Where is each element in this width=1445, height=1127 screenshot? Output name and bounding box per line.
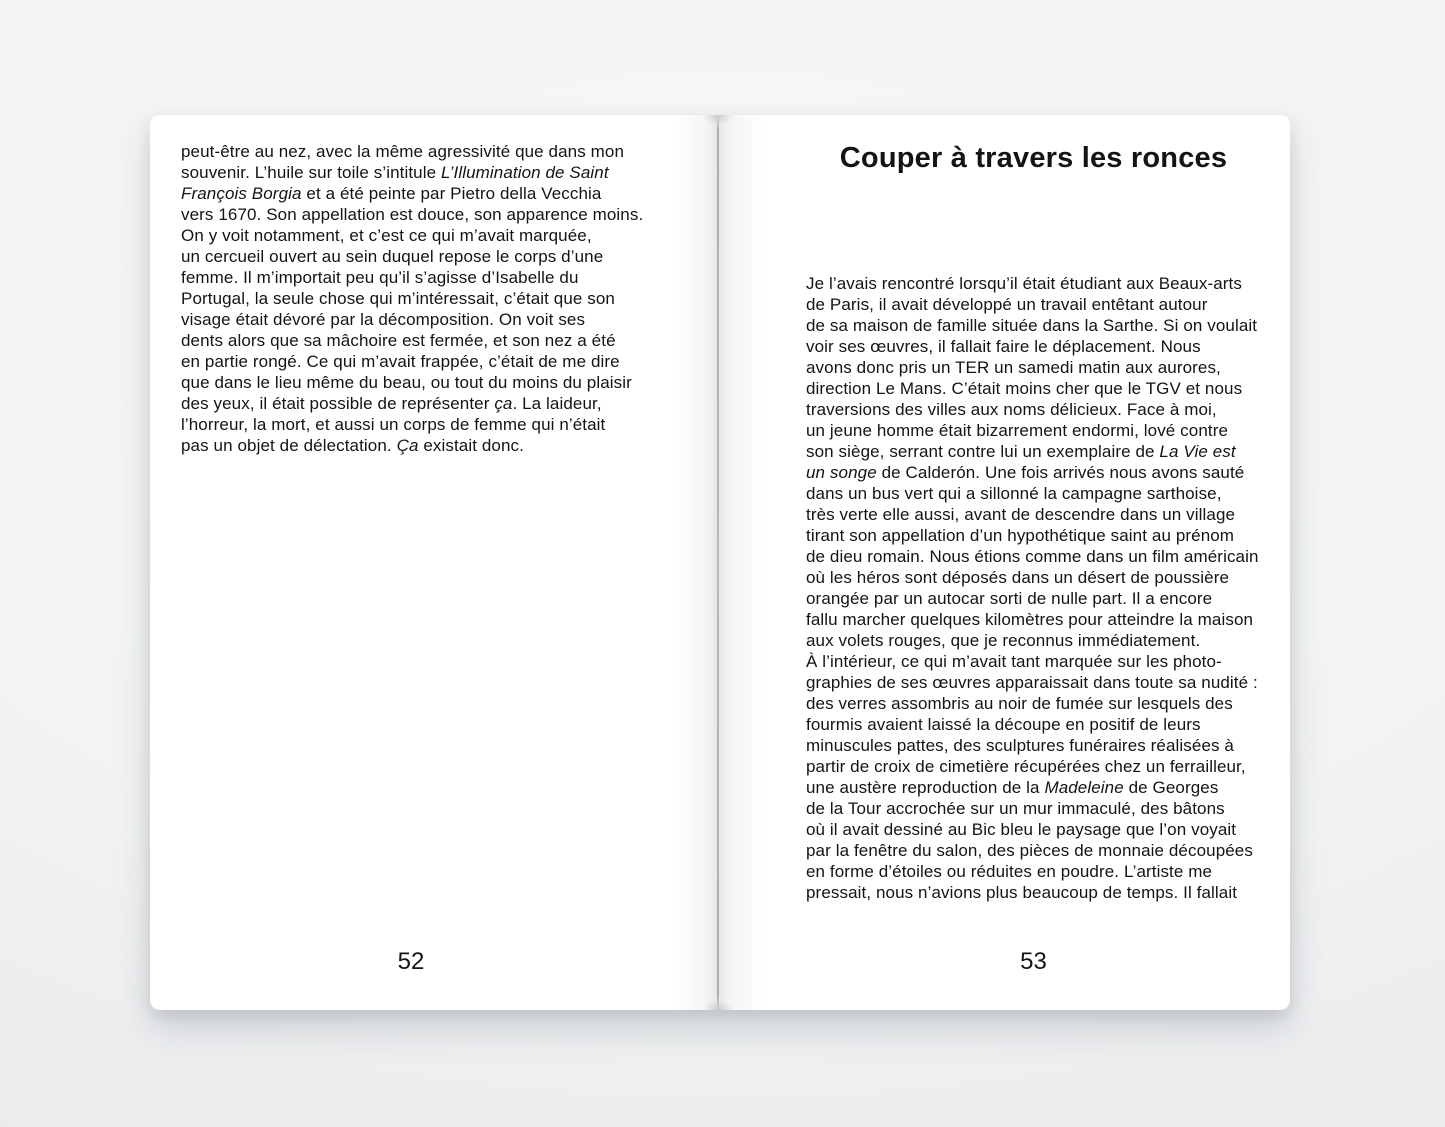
text-line: visage était dévoré par la décomposition. On voit ses xyxy=(181,310,586,329)
left-page-text xyxy=(181,141,644,456)
text-line: partir de croix de cimetière récupérées chez un ferrailleur, xyxy=(806,757,1246,776)
text-line: des verres assombris au noir de fumée sur lesquels des xyxy=(806,694,1233,713)
text-line: À l’intérieur, ce qui m’avait tant marquée sur les photo- xyxy=(806,652,1222,671)
text-line: un jeune homme était bizarrement endormi, lové contre xyxy=(806,421,1229,440)
text-line: un cercueil ouvert au sein duquel repose le corps d’une xyxy=(181,247,604,266)
text-line: dents alors que sa mâchoire est fermée, et son nez a été xyxy=(181,331,616,350)
text-line: tirant son appellation d’un hypothétique saint au prénom xyxy=(806,526,1235,545)
text-line: très verte elle aussi, avant de descendre dans un village xyxy=(806,505,1236,524)
spine-fold-line xyxy=(717,115,719,1010)
book-spread xyxy=(150,115,1290,1010)
text-line: orangée par un autocar sorti de nulle part. Il a encore xyxy=(806,589,1213,608)
text-line: par la fenêtre du salon, des pièces de monnaie découpées xyxy=(806,841,1253,860)
text-line: dans un bus vert qui a sillonné la campagne sarthoise, xyxy=(806,484,1222,503)
text-line: de dieu romain. Nous étions comme dans un film américain xyxy=(806,547,1259,566)
text-line: en partie rongé. Ce qui m’avait frappée, c’était de me dire xyxy=(181,352,620,371)
text-line: vers 1670. Son appellation est douce, son apparence moins. xyxy=(181,205,644,224)
text-line: minuscules pattes, des sculptures funéraires réalisées à xyxy=(806,736,1234,755)
text-line: son siège, serrant contre lui un exemplaire de La Vie est xyxy=(806,442,1236,461)
text-line: un songe de Calderón. Une fois arrivés nous avons sauté xyxy=(806,463,1245,482)
text-line: pressait, nous n’avions plus beaucoup de temps. Il fallait xyxy=(806,883,1238,902)
text-line: François Borgia et a été peinte par Pietro della Vecchia xyxy=(181,184,602,203)
text-line: aux volets rouges, que je reconnus immédiatement. xyxy=(806,631,1201,650)
text-line: en forme d’étoiles ou réduites en poudre. L’artiste me xyxy=(806,862,1213,881)
text-line: de la Tour accrochée sur un mur immaculé, des bâtons xyxy=(806,799,1225,818)
left-page-number: 52 xyxy=(397,948,425,975)
page-left xyxy=(150,115,718,1010)
text-line: avons donc pris un TER un samedi matin aux aurores, xyxy=(806,358,1221,377)
page-right xyxy=(718,115,1290,1010)
text-line: femme. Il m’importait peu qu’il s’agisse d’Isabelle du xyxy=(181,268,579,287)
text-line: traversions des villes aux noms délicieux. Face à moi, xyxy=(806,400,1217,419)
text-line: graphies de ses œuvres apparaissait dans toute sa nudité : xyxy=(806,673,1258,692)
text-line: des yeux, il était possible de représenter ça. La laideur, xyxy=(181,394,602,413)
text-line: voir ses œuvres, il fallait faire le déplacement. Nous xyxy=(806,337,1201,356)
text-line: peut-être au nez, avec la même agressivité que dans mon xyxy=(181,142,625,161)
text-line: pas un objet de délectation. Ça existait donc. xyxy=(181,436,524,455)
text-line: direction Le Mans. C’était moins cher que le TGV et nous xyxy=(806,379,1243,398)
text-line: de Paris, il avait développé un travail entêtant autour xyxy=(806,295,1208,314)
text-line: l’horreur, la mort, et aussi un corps de femme qui n’était xyxy=(181,415,606,434)
text-line: où les héros sont déposés dans un désert de poussière xyxy=(806,568,1230,587)
text-line: Portugal, la seule chose qui m’intéressait, c’était que son xyxy=(181,289,615,308)
right-page-number: 53 xyxy=(1020,948,1047,975)
text-line: fallu marcher quelques kilomètres pour atteindre la maison xyxy=(806,610,1254,629)
text-line: de sa maison de famille située dans la Sarthe. Si on voulait xyxy=(806,316,1258,335)
right-page-text xyxy=(806,273,1261,903)
text-line: souvenir. L’huile sur toile s’intitule L’Illumination de Saint xyxy=(181,163,609,182)
text-line: une austère reproduction de la Madeleine de Georges xyxy=(806,778,1219,797)
text-line: On y voit notamment, et c’est ce qui m’avait marquée, xyxy=(181,226,592,245)
text-line: que dans le lieu même du beau, ou tout du moins du plaisir xyxy=(181,373,632,392)
text-line: fourmis avaient laissé la découpe en positif de leurs xyxy=(806,715,1201,734)
text-line: où il avait dessiné au Bic bleu le paysage que l’on voyait xyxy=(806,820,1237,839)
chapter-title: Couper à travers les ronces xyxy=(839,142,1228,174)
text-line: Je l’avais rencontré lorsqu’il était étudiant aux Beaux-arts xyxy=(806,274,1242,293)
